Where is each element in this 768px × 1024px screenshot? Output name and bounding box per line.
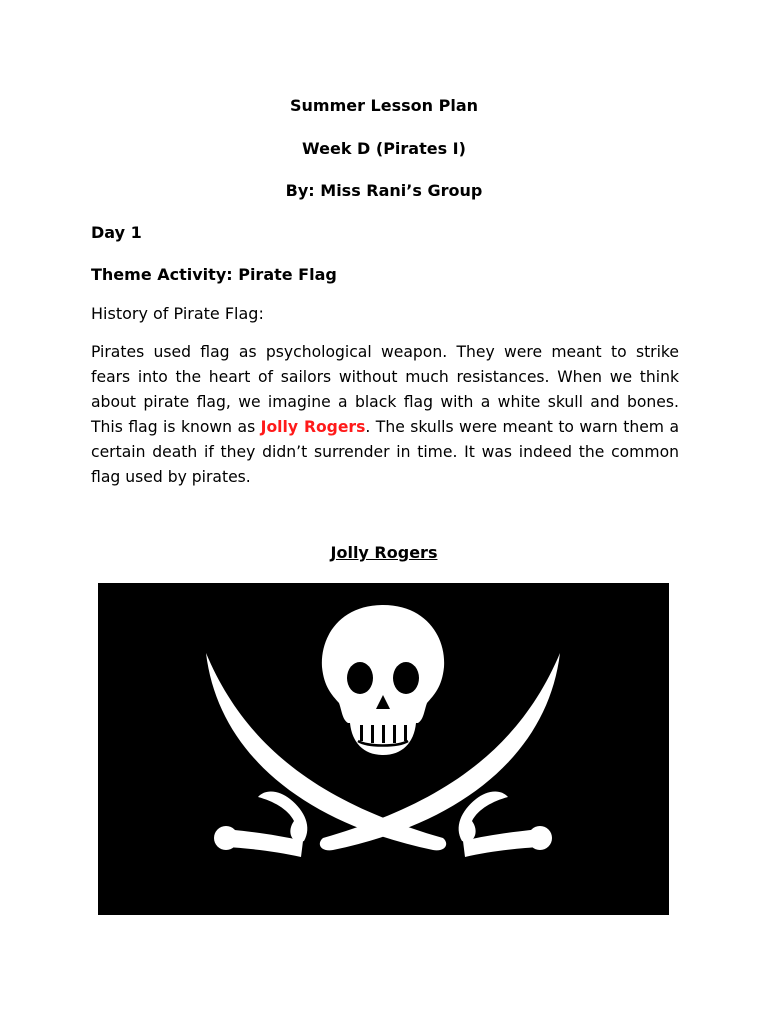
history-paragraph-part2: . The skulls were meant to warn them a certain death if they didn’t surrender in time. It was indeed the common flag used by pirates. <box>91 418 680 486</box>
week-heading: Week D (Pirates I) <box>302 139 466 158</box>
figure-caption: Jolly Rogers <box>330 543 438 562</box>
byline: By: Miss Rani’s Group <box>285 181 483 200</box>
history-paragraph-part1: Pirates used flag as psychological weapon. They were meant to strike fears into the heart of sailors without much resistances. When we think about pirate flag, we imagine a black flag with a white skull and bones. This flag is known as <box>91 343 679 436</box>
history-heading: History of Pirate Flag: <box>91 304 264 323</box>
theme-activity: Theme Activity: Pirate Flag <box>91 265 337 284</box>
jolly-roger-flag-image <box>98 583 669 915</box>
document-title: Summer Lesson Plan <box>289 96 478 115</box>
jolly-rogers-highlight: Jolly Rogers <box>260 418 366 436</box>
history-paragraph <box>91 340 679 490</box>
day-label: Day 1 <box>91 223 142 242</box>
skull-and-crossed-swords-icon <box>98 583 669 915</box>
